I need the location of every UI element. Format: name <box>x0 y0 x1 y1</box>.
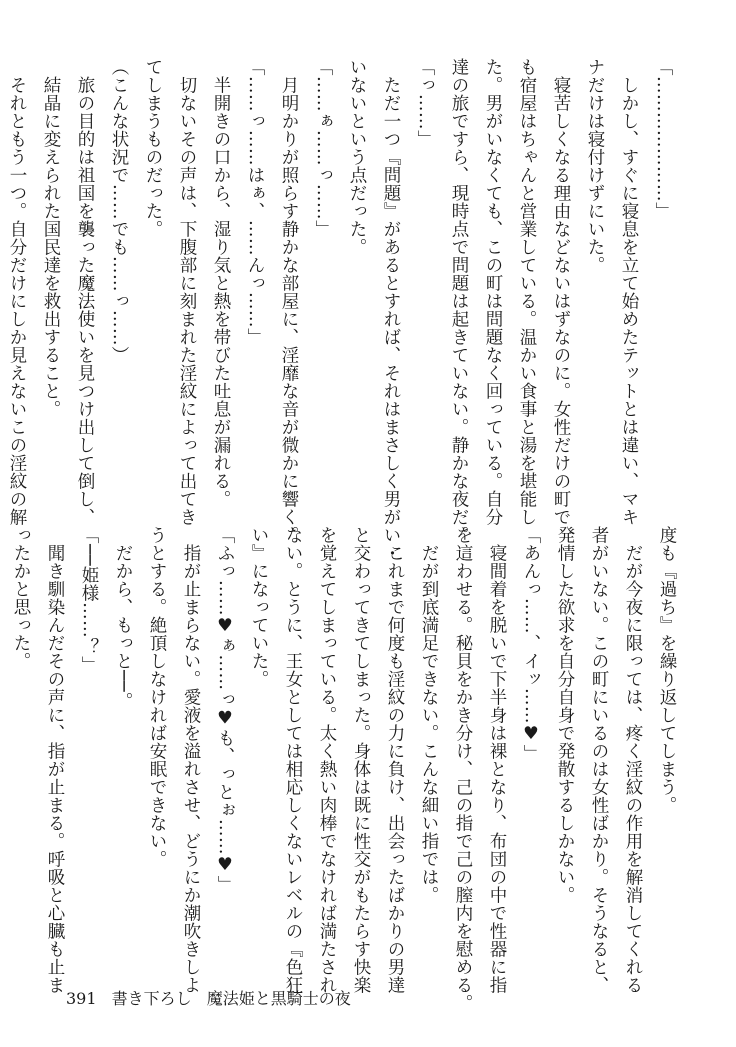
text-line: 月明かりが照らす静かな部屋に、淫靡な音が微かに響く。 <box>279 58 299 544</box>
text-line: 切ないその声は、下腹部に刻まれた淫紋によって出てき <box>177 58 197 526</box>
text-line: しかし、すぐに寝息を立て始めたテットとは違い、マキ <box>619 58 639 526</box>
text-line: これまで何度も淫紋の力に負け、出会ったばかりの男達 <box>385 526 405 994</box>
text-line: 指が止まらない。愛液を溢れさせ、どうにか潮吹きしよ <box>181 526 201 994</box>
text-line: だから、もっと──。 <box>113 526 133 711</box>
text-line: 「…………………」 <box>653 58 673 220</box>
text-line: た。男がいなくても、この町は問題なく回っている。自分 <box>483 58 503 526</box>
text-line: 「──姫様……？」 <box>79 526 99 675</box>
page-footer <box>66 986 361 1009</box>
text-line: 達の旅ですら、現時点で問題は起きていない。静かな夜だ。 <box>449 58 469 544</box>
text-line: 度も『過ち』を繰り返してしまう。 <box>657 526 677 814</box>
text-line: 「……ぁ……っ……」 <box>313 58 333 238</box>
text-line: 寝苦しくなる理由などないはずなのに。女性だけの町で <box>551 58 571 526</box>
text-line: 旅の目的は祖国を襲った魔法使いを見つけ出して倒し、 <box>75 58 95 526</box>
text-line: 結晶に変えられた国民達を救出すること。 <box>41 58 61 418</box>
text-line: を覚えてしまっている。太く熱い肉棒でなければ満たされ <box>317 526 337 994</box>
text-line: 聞き馴染んだその声に、指が止まる。呼吸と心臓も止ま <box>45 526 65 994</box>
text-line: だが到底満足できない。こんな細い指では。 <box>419 526 439 904</box>
text-line: だが今夜に限っては、疼く淫紋の作用を解消してくれる <box>623 526 643 994</box>
text-line: （こんな状況で……でも……っ……） <box>109 58 129 364</box>
text-line: 「ふっ……♥ぁ……っ♥も、っとぉ……♥」 <box>215 526 235 894</box>
text-line: 「っ……」 <box>415 58 435 148</box>
text-line: てしまうものだった。 <box>143 58 163 238</box>
text-line: それともう一つ。自分だけにしか見えないこの淫紋の解 <box>7 58 27 526</box>
text-line: いないという点だった。 <box>347 58 367 256</box>
text-line: うとする。絶頂しなければ安眠できない。 <box>147 526 167 868</box>
text-line: 発情した欲求を自分自身で発散するしかない。 <box>555 526 575 904</box>
upper-text-block <box>0 58 680 562</box>
text-line: ない。とうに、王女としては相応しくないレベルの『色狂 <box>283 526 303 994</box>
text-line: 寝間着を脱いで下半身は裸となり、布団の中で性器に指 <box>487 526 507 994</box>
text-line: を這わせる。秘貝をかき分け、己の指で己の膣内を慰める。 <box>453 526 473 1012</box>
text-line: ナだけは寝付けずにいた。 <box>585 58 605 274</box>
chapter-title: 魔法姫と黒騎士の夜 <box>206 989 351 1008</box>
text-line: い』になっていた。 <box>249 526 269 688</box>
text-line: も宿屋はちゃんと営業している。温かい食事と湯を堪能し <box>517 58 537 526</box>
section-label: 書き下ろし <box>111 989 192 1008</box>
text-line: 「……っ……はぁ、……んっ……」 <box>245 58 265 346</box>
text-line: ただ一つ『問題』があるとすれば、それはまさしく男がい・ <box>381 58 401 562</box>
text-line: ったかと思った。 <box>11 526 31 670</box>
text-line: 者がいない。この町にいるのは女性ばかり。そうなると、 <box>589 526 609 994</box>
page-number: 391 <box>66 989 97 1008</box>
text-line <box>0 526 4 976</box>
text-line: 半開きの口から、湿り気と熱を帯びた吐息が漏れる。 <box>211 58 231 508</box>
text-line: と交わってきてしまった。身体は既に性交がもたらす快楽 <box>351 526 371 994</box>
text-line: 「あんっ……、イッ……♥」 <box>521 526 541 763</box>
